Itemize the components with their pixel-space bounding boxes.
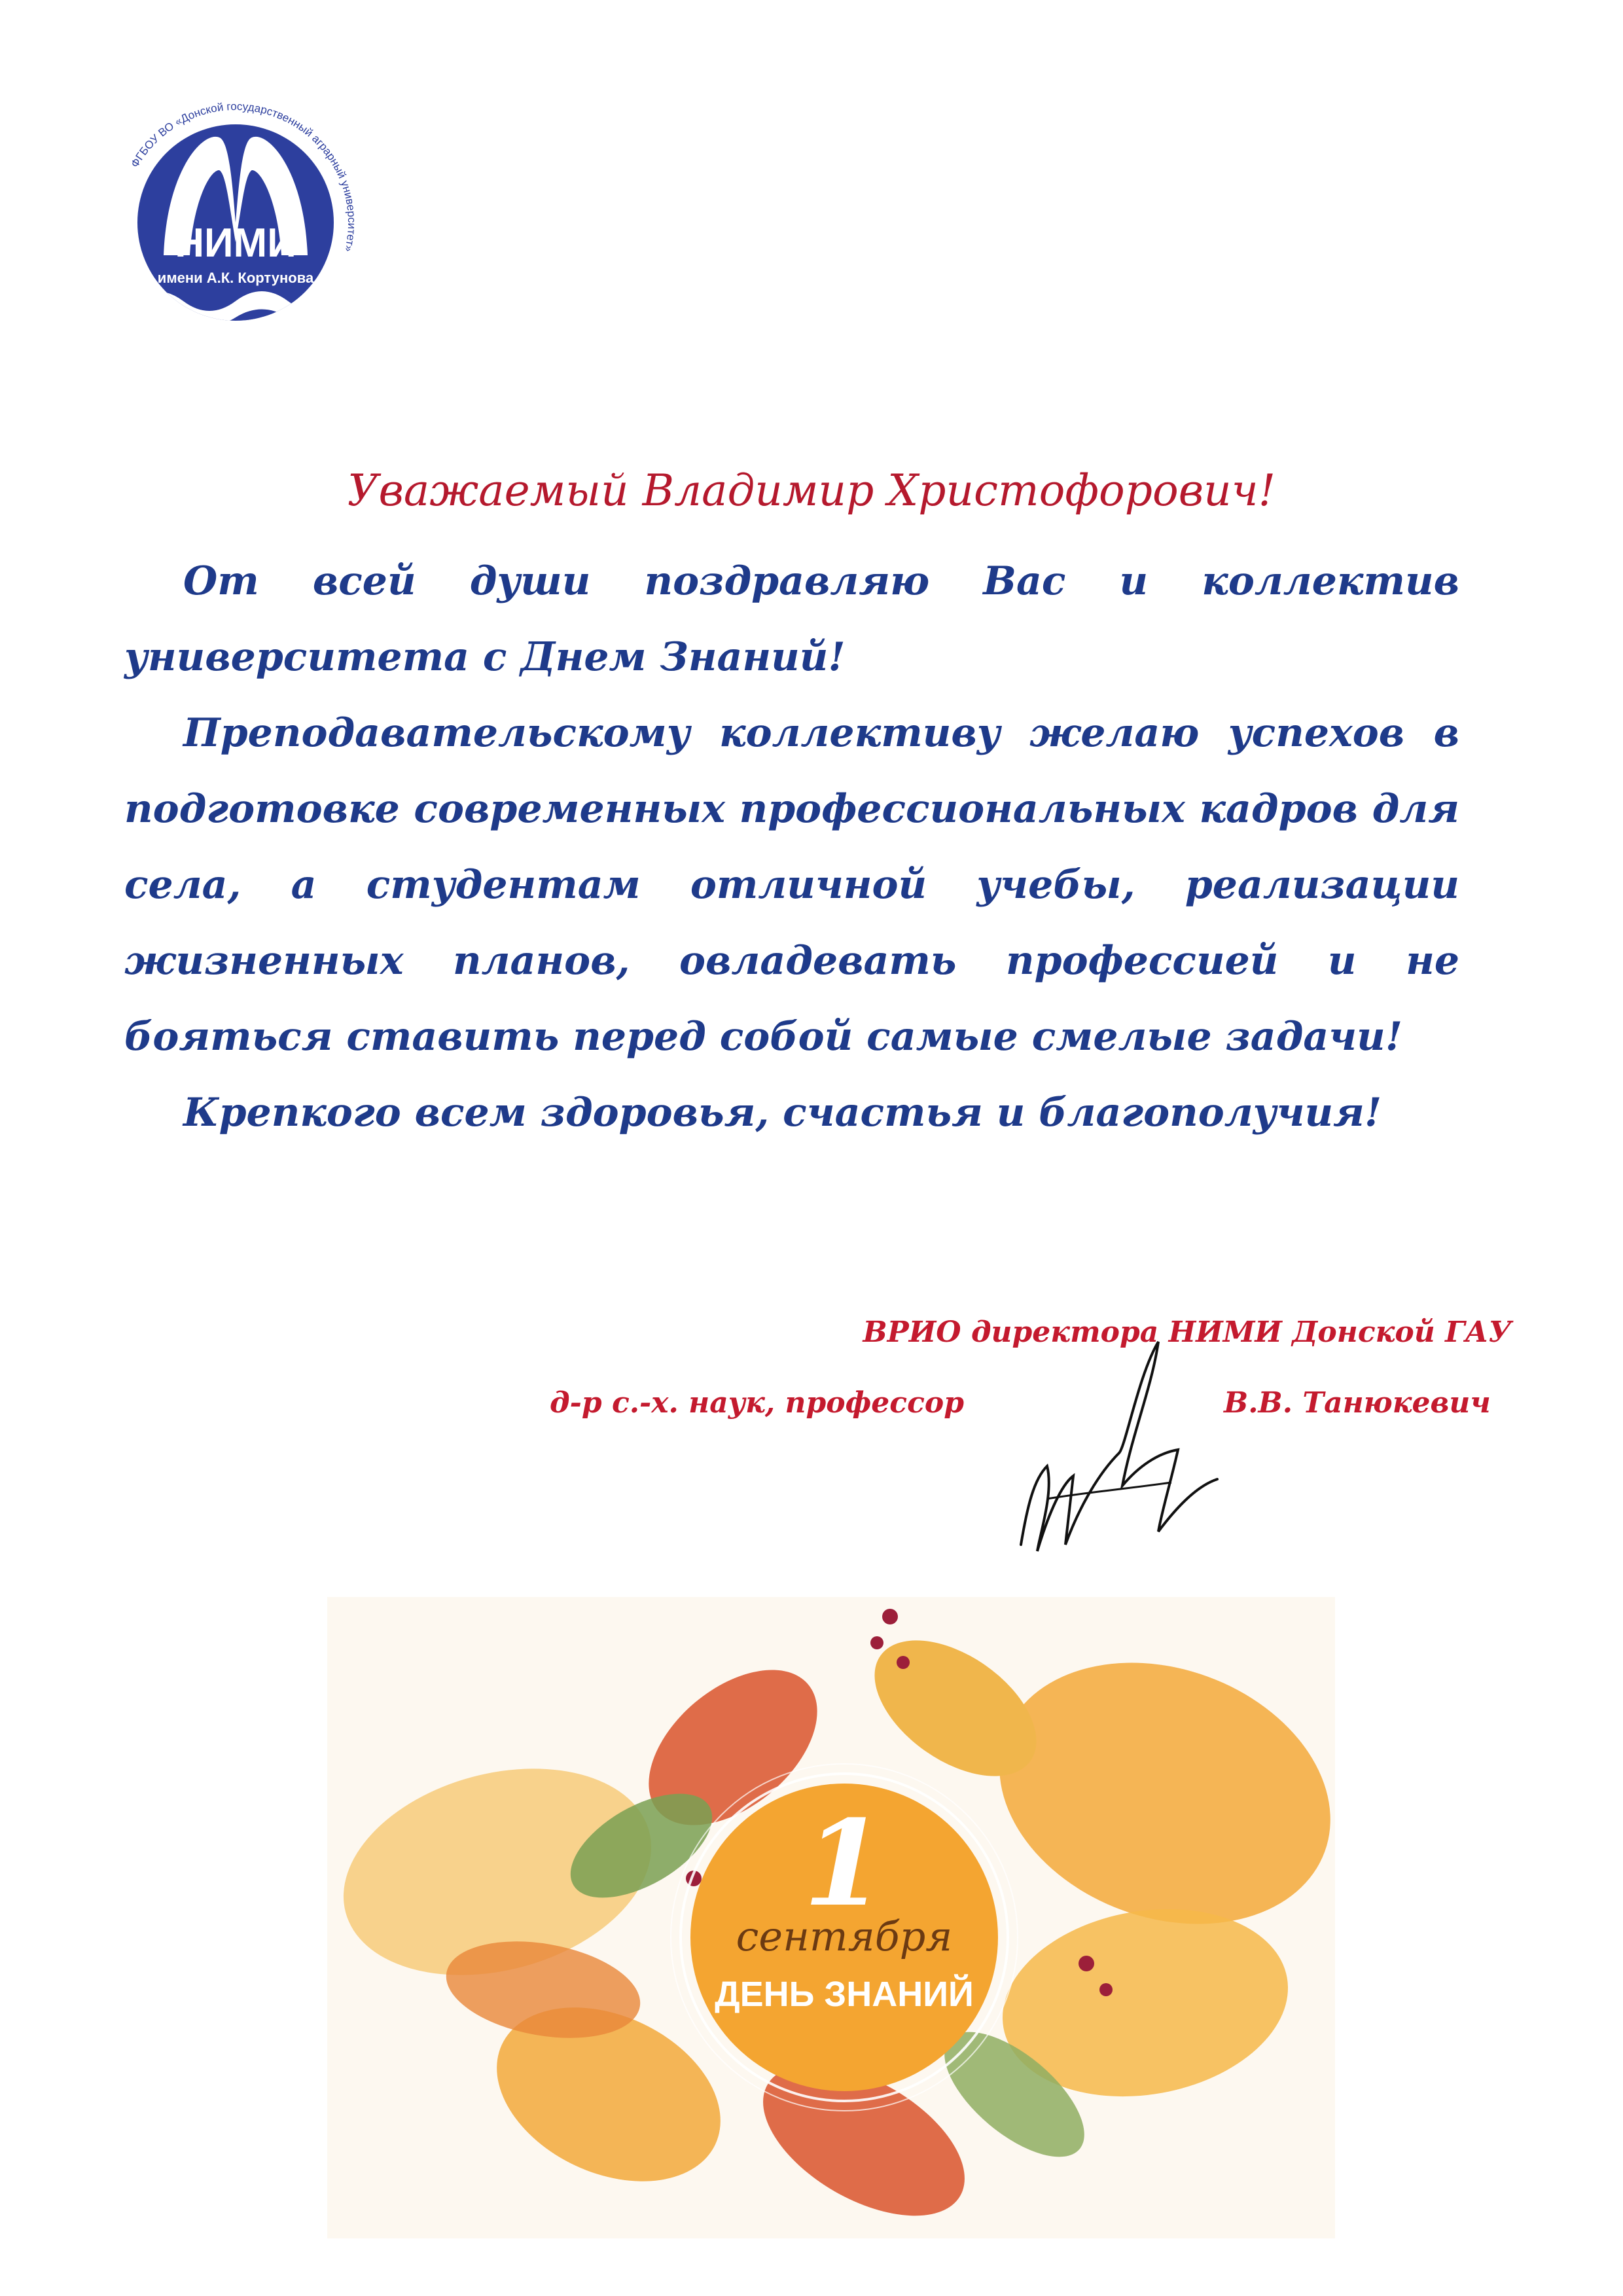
knowledge-day-card [327,1597,1335,2238]
letter-paragraph: От всей души поздравляю Вас и коллектив университета с Днем Знаний! [124,558,1459,680]
card-month: сентября [736,1912,953,1960]
handwritten-signature [1008,1335,1270,1571]
nimi-logo [105,92,366,353]
card-day-number: 1 [803,1795,885,1933]
logo-ring-text: ФГБОУ ВО «Донской государственный аграрный университет» [128,99,359,253]
letter-paragraph: Преподавательскому коллективу желаю успехов в подготовке современных профессиональных кадров для села, а студентам отличной учебы, реализации жизненных планов, овладевать профессией и не бояться ставить перед собой самые смелые задачи! [124,710,1459,1060]
signer-title: ВРИО директора НИМИ Донской ГАУ [863,1316,1512,1349]
logo-name: НИМИ [175,221,296,266]
logo-subtitle: имени А.К. Кортунова [157,270,314,286]
greeting-heading: Уважаемый Владимир Христофорович! [347,465,1276,516]
letter-body [124,543,1459,1151]
signer-degree: д-р с.-х. наук, профессор [550,1386,964,1420]
signer-name: В.В. Танюкевич [1224,1386,1491,1420]
card-caption: ДЕНЬ ЗНАНИЙ [715,1975,974,2014]
letter-paragraph: Крепкого всем здоровья, счастья и благополучия! [183,1090,1382,1136]
